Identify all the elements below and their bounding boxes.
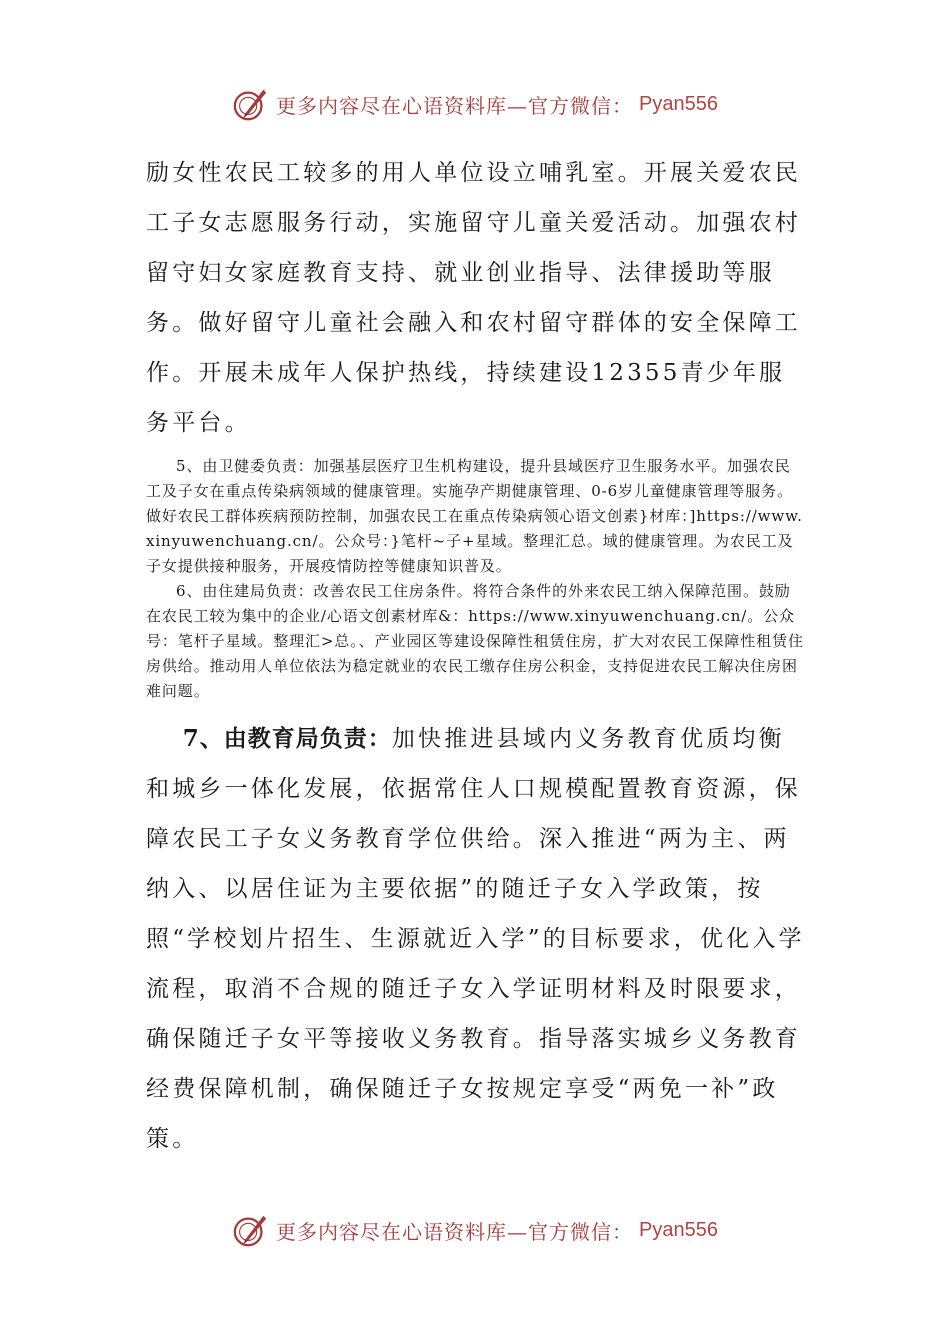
item-5-paragraph: 5、由卫健委负责：加强基层医疗卫生机构建设，提升县域医疗卫生服务水平。加强农民工及子女在重点传染病领域的健康管理。实施孕产期健康管理、0-6岁儿童健康管理等服务。做好农民工群体疾病预防控制，加强农民工在重点传染病领心语文创素}材库：]https://www.xinyuwenchuang.cn/。公众号：}笔杆~子+星域。整理汇总。域的健康管理。为农民工及子女提供接种服务，开展疫情防控等健康知识普及。 [146, 457, 803, 575]
small-text-block [146, 454, 806, 704]
intro-paragraph: 励女性农民工较多的用人单位设立哺乳室。开展关爱农民工子女志愿服务行动，实施留守儿童关爱活动。加强农村留守妇女家庭教育支持、就业创业指导、法律援助等服务。做好留守儿童社会融入和农村留守群体的安全保障工作。开展未成年人保护热线，持续建设12355青少年服务平台。 [146, 160, 801, 436]
document-body [146, 148, 806, 1164]
quill-pen-logo-icon [232, 1211, 270, 1249]
footer-banner [0, 1208, 950, 1252]
item-7-heading: 7、由教育局负责： [182, 725, 392, 752]
banner-text: 更多内容尽在心语资料库—官方微信： [276, 1219, 634, 1244]
banner-wechat-id: Pyan556 [639, 92, 718, 115]
item-7-paragraph [146, 714, 806, 1164]
quill-pen-logo-icon [232, 85, 270, 123]
item-6-paragraph: 6、由住建局负责：改善农民工住房条件。将符合条件的外来农民工纳入保障范围。鼓励在农民工较为集中的企业/心语文创素材库&：https://www.xinyuwenchuang.cn/。公众号：笔杆子星域。整理汇>总。、产业园区等建设保障性租赁住房，扩大对农民工保障性租赁住房供给。推动用人单位依法为稳定就业的农民工缴存住房公积金，支持促进农民工解决住房困难问题。 [146, 582, 804, 700]
item-7-body: 加快推进县域内义务教育优质均衡和城乡一体化发展，依据常住人口规模配置教育资源，保障农民工子女义务教育学位供给。深入推进“两为主、两纳入、以居住证为主要依据”的随迁子女入学政策，按照“学校划片招生、生源就近入学”的目标要求，优化入学流程，取消不合规的随迁子女入学证明材料及时限要求，确保随迁子女平等接收义务教育。指导落实城乡义务教育经费保障机制，确保随迁子女按规定享受“两免一补”政策。 [146, 726, 805, 1152]
banner-text: 更多内容尽在心语资料库—官方微信： [276, 93, 634, 118]
header-banner [0, 82, 950, 126]
banner-wechat-id: Pyan556 [639, 1218, 718, 1241]
